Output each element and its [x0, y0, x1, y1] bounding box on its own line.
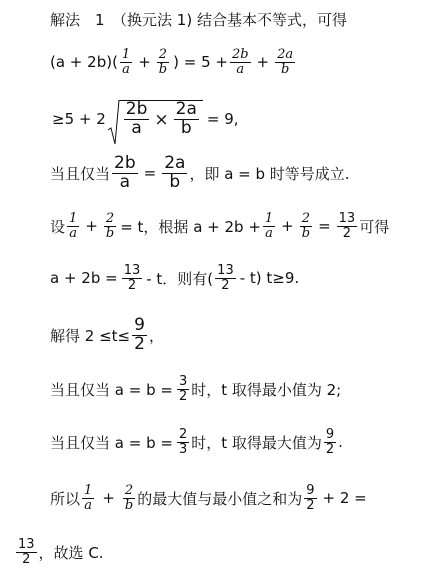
- fraction-13-over-2: $\frac{13}{2}$: [217, 262, 234, 293]
- equals-sign: =: [318, 217, 331, 235]
- fraction-2-over-b: $\frac{2}{b}$: [158, 46, 168, 77]
- minimum-condition: [50, 370, 341, 408]
- fraction-2-over-b: $\frac{2}{b}$: [301, 210, 311, 241]
- times-sign: ×: [154, 109, 169, 130]
- heading-text: 解法 1 （换元法 1) 结合基本不等式，可得: [50, 10, 347, 29]
- fraction-2a-over-b: $\frac{2a}{b}$: [277, 46, 294, 77]
- plus-sign: +: [85, 217, 98, 235]
- expr-right: = 9,: [206, 110, 239, 128]
- inequality-line: [52, 96, 239, 142]
- text-suffix: 时，t 取得最小值为 2;: [191, 380, 342, 399]
- text-prefix: 当且仅当: [50, 164, 111, 183]
- text-prefix: a + 2b =: [50, 269, 118, 287]
- plus-sign: +: [256, 53, 270, 71]
- square-root: [108, 100, 203, 138]
- fraction-3-over-2: $\frac{3}{2}$: [178, 373, 188, 404]
- text-suffix: + 2 =: [322, 489, 367, 507]
- fraction-2a-over-b: $\frac{2a}{b}$: [164, 152, 186, 192]
- fraction-2-over-b: $\frac{2}{b}$: [105, 210, 115, 241]
- solution-range: [50, 314, 164, 356]
- answer-text: ，故选 C.: [38, 543, 104, 562]
- fraction-2b-over-a: $\frac{2b}{a}$: [114, 152, 136, 192]
- fraction-2-over-3: $\frac{2}{3}$: [178, 426, 188, 457]
- text-mid: - t．则有(: [146, 269, 214, 288]
- text-prefix: 当且仅当 a = b =: [50, 433, 173, 452]
- fraction-13-over-2: $\frac{13}{2}$: [123, 262, 141, 293]
- fraction-1-over-a: $\frac{1}{a}$: [121, 46, 131, 77]
- radical-sign-icon: [108, 100, 120, 138]
- expr-left: (a + 2b)(: [50, 53, 118, 71]
- text-mid: = t，根据 a + 2b +: [120, 217, 261, 236]
- fraction-1-over-a: $\frac{1}{a}$: [84, 482, 93, 513]
- quadratic-line: [50, 258, 299, 298]
- equals-sign: =: [143, 164, 157, 182]
- plus-sign: +: [102, 489, 115, 507]
- equality-condition: [50, 152, 350, 194]
- fraction-13-over-2: $\frac{13}{2}$: [338, 210, 356, 241]
- plus-sign: +: [138, 53, 151, 71]
- fraction-2a-over-b: $\frac{2a}{b}$: [175, 99, 197, 138]
- text-suffix: ，: [148, 326, 164, 345]
- text-prefix: 设: [50, 217, 66, 236]
- fraction-9-over-2: $\frac{9}{2}$: [306, 482, 315, 513]
- fraction-9-over-2: $\frac{9}{2}$: [325, 426, 335, 457]
- text-mid: 的最大值与最小值之和为: [137, 489, 303, 508]
- final-answer: [14, 532, 104, 572]
- text-mid: 时，t 取得最大值为: [191, 433, 322, 452]
- plus-sign: +: [281, 217, 294, 235]
- sum-conclusion: [50, 478, 367, 518]
- maximum-condition: [50, 422, 343, 462]
- fraction-2b-over-a: $\frac{2b}{a}$: [125, 99, 148, 138]
- fraction-1-over-a: $\frac{1}{a}$: [69, 210, 78, 241]
- equation-expansion: [50, 42, 297, 82]
- text-prefix: 所以: [50, 489, 81, 508]
- solution-heading: [50, 8, 347, 30]
- expr-mid: ) = 5 +: [173, 53, 228, 71]
- fraction-9-over-2: $\frac{9}{2}$: [134, 314, 145, 354]
- text-suffix: - t) t≥9.: [239, 269, 300, 287]
- text-suffix: ，即 a = b 时等号成立.: [189, 164, 350, 183]
- fraction-13-over-2: $\frac{13}{2}$: [18, 536, 35, 567]
- fraction-1-over-a: $\frac{1}{a}$: [264, 210, 274, 241]
- text-suffix: .: [338, 433, 343, 451]
- text-prefix: 当且仅当 a = b =: [50, 380, 173, 399]
- text-prefix: 解得 2 ≤t≤: [50, 326, 131, 345]
- text-suffix: 可得: [359, 217, 390, 236]
- expr-left: ≥5 + 2: [52, 110, 106, 128]
- substitution-line: [50, 206, 389, 246]
- fraction-2-over-b: $\frac{2}{b}$: [124, 482, 134, 513]
- fraction-2b-over-a: $\frac{2b}{a}$: [231, 46, 249, 77]
